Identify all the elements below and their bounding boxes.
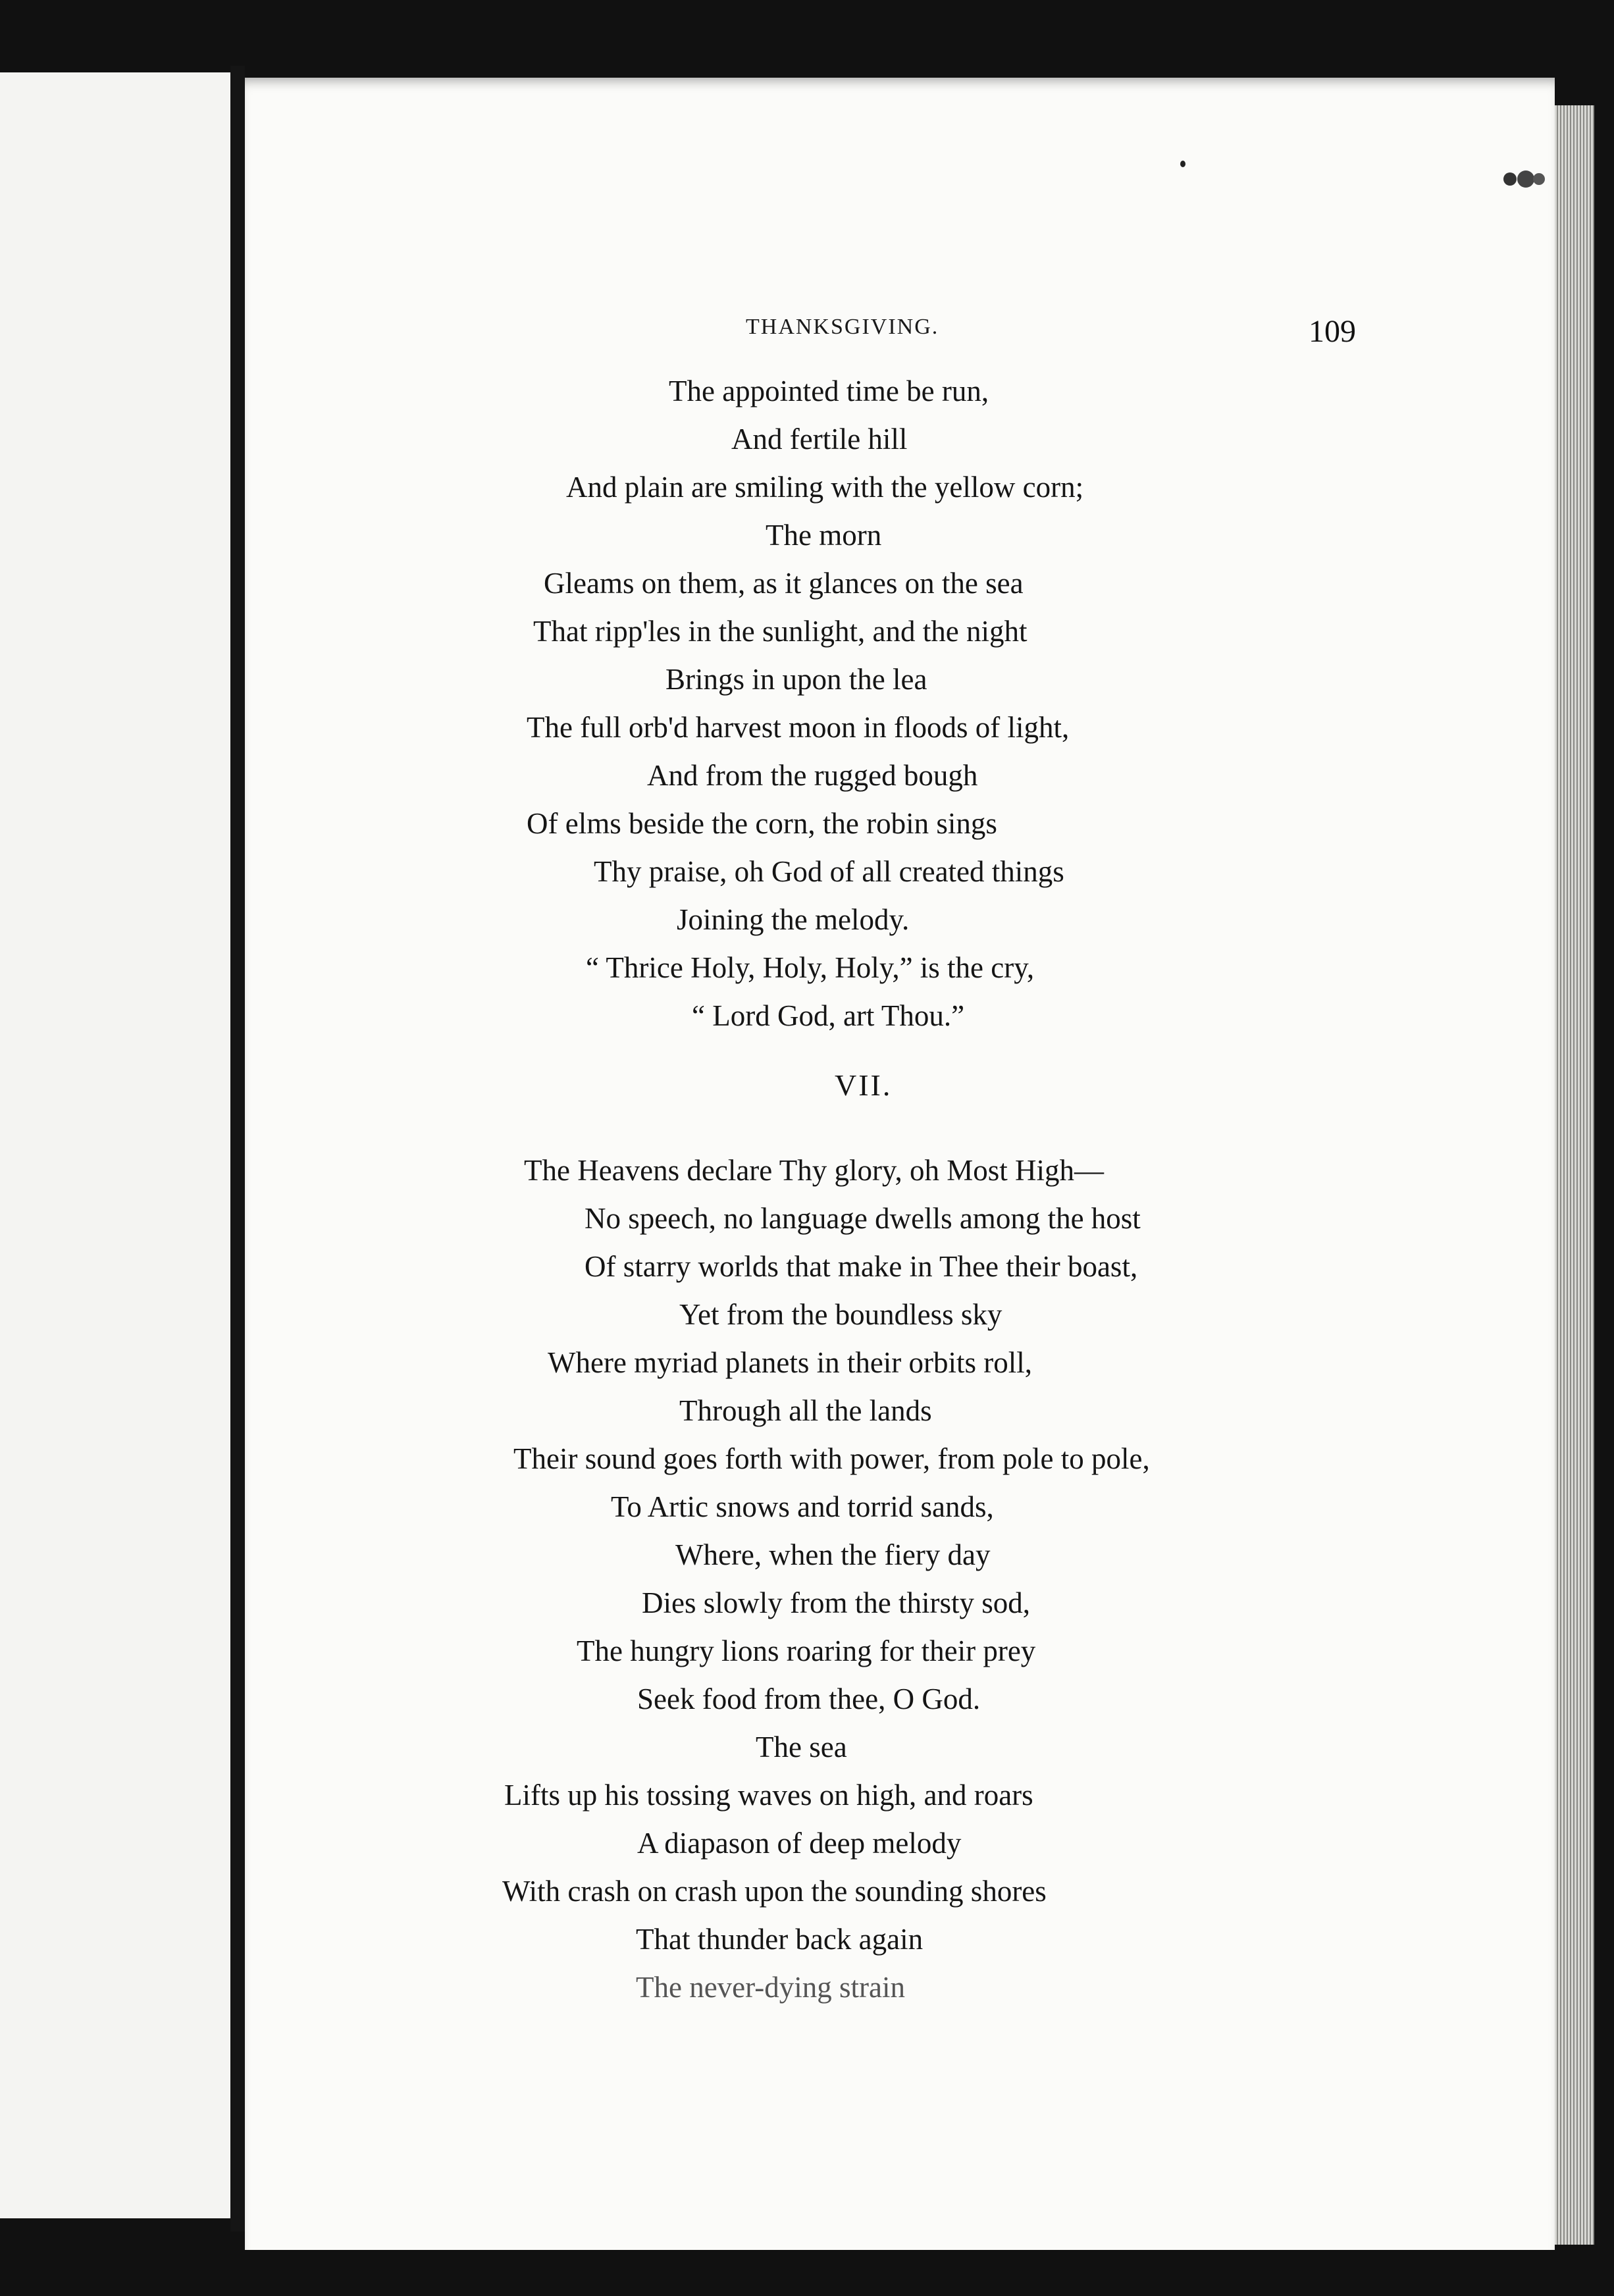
poem-line: The Heavens declare Thy glory, oh Most High— [524, 1154, 1105, 1187]
poem-line: “ Thrice Holy, Holy, Holy,” is the cry, [586, 951, 1035, 984]
poem-line: Yet from the boundless sky [679, 1298, 1002, 1331]
ink-speck [1180, 161, 1185, 167]
poem-line: The sea [756, 1731, 847, 1763]
poem-line: Lifts up his tossing waves on high, and roars [504, 1779, 1033, 1812]
poem-line: Dies slowly from the thirsty sod, [642, 1586, 1030, 1619]
poem-line: The appointed time be run, [669, 375, 989, 407]
section-heading: VII. [835, 1068, 893, 1102]
poem-line: The full orb'd harvest moon in floods of light, [527, 711, 1070, 744]
poem-line: Where, when the fiery day [675, 1538, 991, 1571]
poem-line: Gleams on them, as it glances on the sea [544, 567, 1024, 600]
poem-line: To Artic snows and torrid sands, [611, 1490, 994, 1523]
book-gutter [230, 66, 245, 2231]
poem-line: With crash on crash upon the sounding shores [502, 1875, 1047, 1908]
poem-line: “ Lord God, art Thou.” [692, 999, 965, 1032]
poem-line: And plain are smiling with the yellow corn; [566, 471, 1084, 504]
poem-line: Thy praise, oh God of all created things [594, 855, 1064, 888]
poem-line: No speech, no language dwells among the host [585, 1202, 1141, 1235]
page-number: 109 [1309, 314, 1356, 349]
poem-line: The hungry lions roaring for their prey [577, 1634, 1036, 1667]
poem-line: Brings in upon the lea [665, 663, 927, 696]
running-title: THANKSGIVING. [746, 315, 939, 339]
poem-line: Of elms beside the corn, the robin sings [527, 807, 997, 840]
poem-line: And from the rugged bough [647, 759, 978, 792]
poem-line: Where myriad planets in their orbits roll, [548, 1346, 1033, 1379]
poem-line: Joining the melody. [677, 903, 910, 936]
poem-line: The never-dying strain [636, 1971, 905, 2004]
poem-line: Their sound goes forth with power, from pole to pole, [513, 1442, 1150, 1475]
left-page-edge [0, 72, 234, 2218]
poem-line: That thunder back again [636, 1923, 924, 1956]
poem-line: And fertile hill [731, 423, 908, 456]
poem-line: Through all the lands [679, 1394, 932, 1427]
ornament-icon [1496, 166, 1548, 192]
poem-line: Of starry worlds that make in Thee their boast, [585, 1250, 1138, 1283]
poem-line: That ripp'les in the sunlight, and the night [533, 615, 1028, 648]
poem-line: A diapason of deep melody [637, 1827, 962, 1860]
poem-line: Seek food from thee, O God. [637, 1683, 981, 1715]
page-stack-edge [1555, 105, 1594, 2245]
poem-line: The morn [766, 519, 882, 552]
